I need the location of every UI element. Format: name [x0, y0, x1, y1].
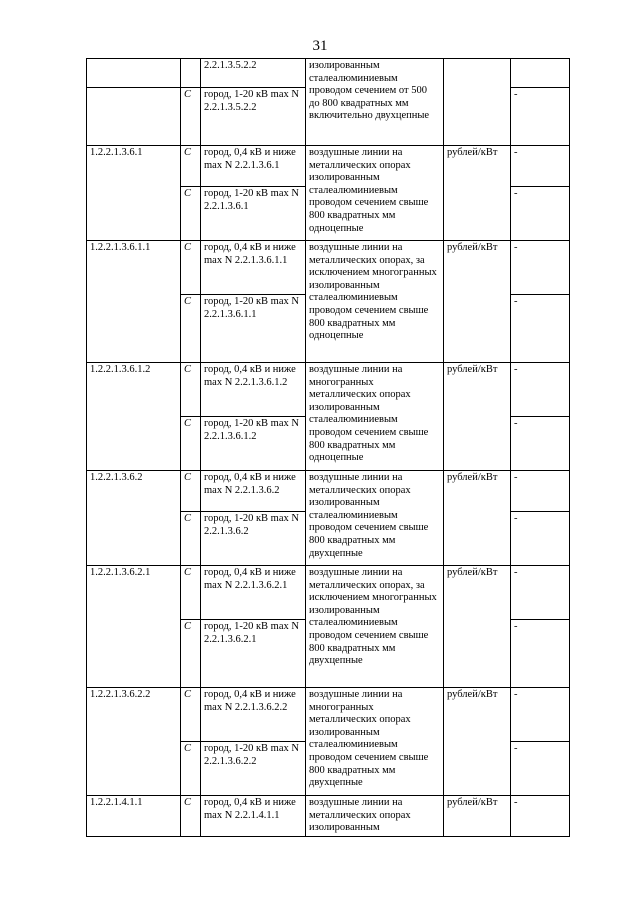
row-value: - [511, 566, 570, 620]
row-voltage-description: город, 0,4 кВ и ниже max N 2.2.1.3.6.1.2 [201, 363, 306, 417]
row-unit [444, 59, 511, 146]
row-voltage-description: город, 0,4 кВ и ниже max N 2.2.1.3.6.2.2 [201, 688, 306, 742]
row-line-description: воздушные линии на металлических опорах изолированным сталеалюминиевым проводом сечением свыше 800 квадратных мм двухцепные [306, 471, 444, 566]
row-value: - [511, 688, 570, 742]
row-voltage-description: город, 1-20 кВ max N 2.2.1.3.6.2 [201, 512, 306, 566]
row-value: - [511, 146, 570, 187]
table-row [87, 688, 570, 742]
row-voltage-description: город, 1-20 кВ max N 2.2.1.3.6.2.1 [201, 620, 306, 688]
row-value: - [511, 512, 570, 566]
row-code: 1.2.2.1.4.1.1 [87, 796, 181, 837]
row-category: С [181, 417, 201, 471]
row-category: С [181, 620, 201, 688]
row-category: С [181, 688, 201, 742]
row-value: - [511, 363, 570, 417]
row-value: - [511, 241, 570, 295]
table-row [87, 796, 570, 837]
row-voltage-description: город, 1-20 кВ max N 2.2.1.3.5.2.2 [201, 88, 306, 146]
row-value: - [511, 796, 570, 837]
row-line-description: воздушные линии на многогранных металлических опорах изолированным сталеалюминиевым проводом сечением свыше 800 квадратных мм одноцепные [306, 363, 444, 471]
row-voltage-description: город, 0,4 кВ и ниже max N 2.2.1.3.6.1 [201, 146, 306, 187]
row-category: С [181, 363, 201, 417]
row-unit: рублей/кВт [444, 566, 511, 688]
table-row [87, 146, 570, 187]
row-voltage-description: город, 1-20 кВ max N 2.2.1.3.6.1.2 [201, 417, 306, 471]
row-line-description: воздушные линии на металлических опорах, за исключением многогранных изолированным сталеалюминиевым проводом сечением свыше 800 квадратных мм двухцепные [306, 566, 444, 688]
table-row [87, 241, 570, 295]
table-row [87, 59, 570, 88]
row-code: 1.2.2.1.3.6.1.2 [87, 363, 181, 471]
row-code: 1.2.2.1.3.6.2 [87, 471, 181, 566]
row-value: - [511, 471, 570, 512]
row-value: - [511, 88, 570, 146]
row-category: С [181, 88, 201, 146]
row-voltage-description: город, 0,4 кВ и ниже max N 2.2.1.4.1.1 [201, 796, 306, 837]
row-unit: рублей/кВт [444, 796, 511, 837]
row-voltage-description: город, 0,4 кВ и ниже max N 2.2.1.3.6.2 [201, 471, 306, 512]
row-voltage-description: город, 0,4 кВ и ниже max N 2.2.1.3.6.2.1 [201, 566, 306, 620]
row-value: - [511, 620, 570, 688]
row-line-description: воздушные линии на металлических опорах изолированным [306, 796, 444, 837]
row-voltage-description: город, 0,4 кВ и ниже max N 2.2.1.3.6.1.1 [201, 241, 306, 295]
row-category: С [181, 512, 201, 566]
row-category: С [181, 295, 201, 363]
row-category: С [181, 566, 201, 620]
row-value: - [511, 187, 570, 241]
table-row [87, 363, 570, 417]
row-value: - [511, 742, 570, 796]
row-unit: рублей/кВт [444, 363, 511, 471]
table-row [87, 566, 570, 620]
row-category: С [181, 187, 201, 241]
row-line-description: изолированным сталеалюминиевым проводом сечением от 500 до 800 квадратных мм включительно двухцепные [306, 59, 444, 146]
row-unit: рублей/кВт [444, 471, 511, 566]
row-category: С [181, 796, 201, 837]
row-unit: рублей/кВт [444, 688, 511, 796]
row-category: С [181, 241, 201, 295]
row-value: - [511, 417, 570, 471]
row-value [511, 59, 570, 88]
row-category: С [181, 146, 201, 187]
row-line-description: воздушные линии на металлических опорах, за исключением многогранных изолированным сталеалюминиевым проводом сечением свыше 800 квадратных мм одноцепные [306, 241, 444, 363]
row-voltage-description: город, 1-20 кВ max N 2.2.1.3.6.2.2 [201, 742, 306, 796]
row-category [181, 59, 201, 88]
row-unit: рублей/кВт [444, 146, 511, 241]
row-voltage-description: город, 1-20 кВ max N 2.2.1.3.6.1.1 [201, 295, 306, 363]
row-value: - [511, 295, 570, 363]
row-code: 1.2.2.1.3.6.2.2 [87, 688, 181, 796]
row-code: 1.2.2.1.3.6.1.1 [87, 241, 181, 363]
row-unit: рублей/кВт [444, 241, 511, 363]
row-category: С [181, 742, 201, 796]
row-code: 1.2.2.1.3.6.2.1 [87, 566, 181, 688]
page-number: 31 [312, 38, 328, 54]
row-code: 1.2.2.1.3.6.1 [87, 146, 181, 241]
row-line-description: воздушные линии на металлических опорах изолированным сталеалюминиевым проводом сечением свыше 800 квадратных мм одноцепные [306, 146, 444, 241]
row-line-description: воздушные линии на многогранных металлических опорах изолированным сталеалюминиевым проводом сечением свыше 800 квадратных мм двухцепные [306, 688, 444, 796]
row-code [87, 88, 181, 146]
tariff-table [86, 58, 570, 837]
table-row [87, 471, 570, 512]
row-voltage-description: 2.2.1.3.5.2.2 [201, 59, 306, 88]
row-code [87, 59, 181, 88]
row-category: С [181, 471, 201, 512]
row-voltage-description: город, 1-20 кВ max N 2.2.1.3.6.1 [201, 187, 306, 241]
